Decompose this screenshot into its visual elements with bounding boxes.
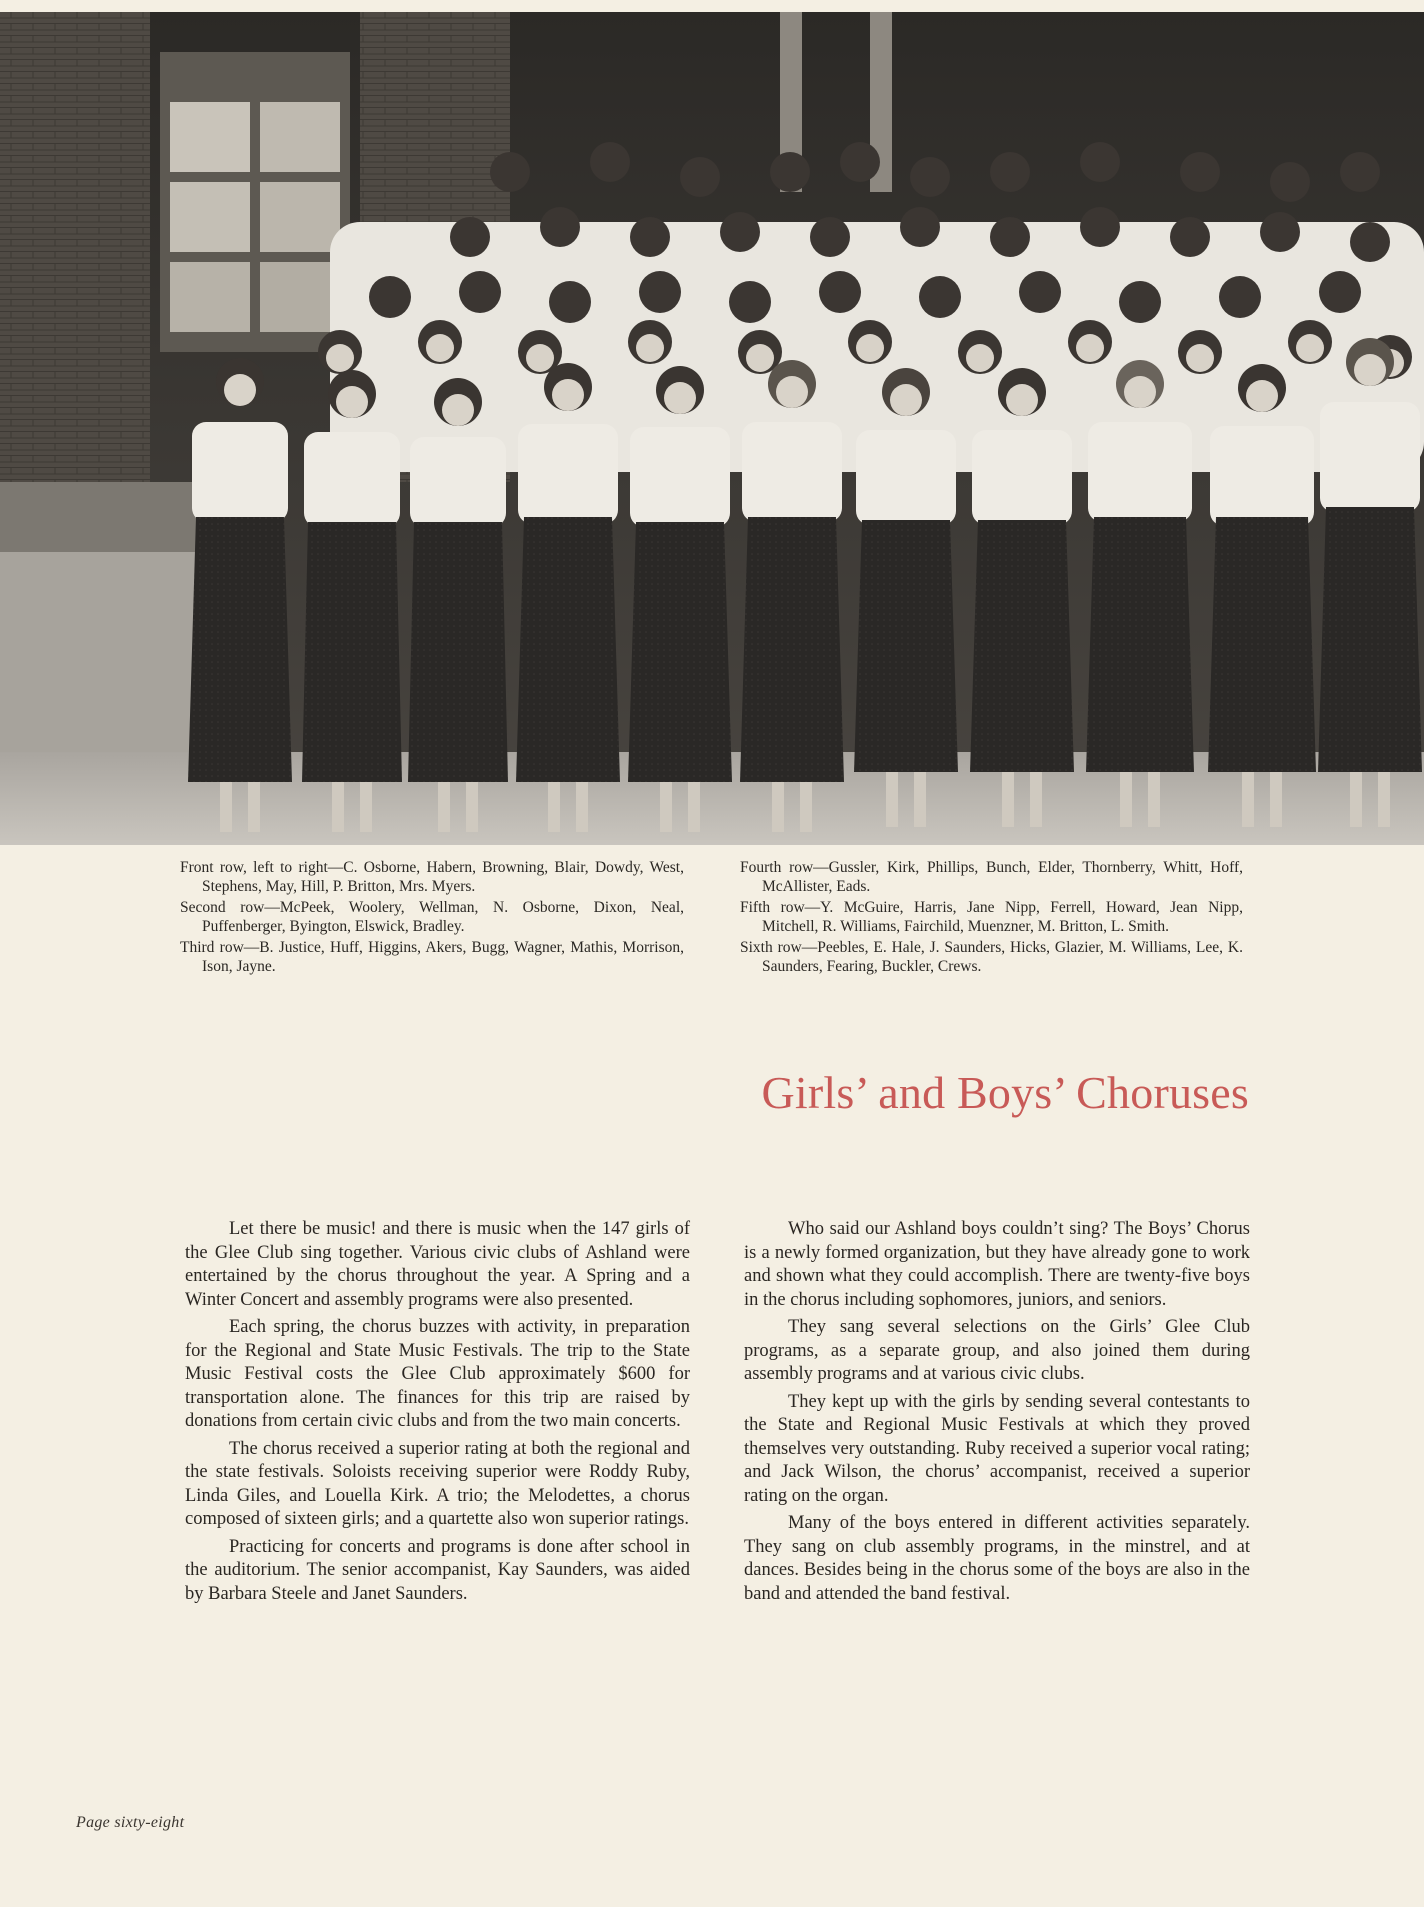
group-photo-image — [0, 12, 1424, 845]
caption-column-right — [740, 858, 1243, 978]
photo-captions — [0, 858, 1424, 1003]
paragraph: They sang several selections on the Girls’ Glee Club programs, as a separate group, and also joined them during assembly programs and at various civic clubs. — [744, 1317, 1250, 1384]
paragraph: The chorus received a superior rating at both the regional and the state festivals. Soloists receiving superior were Roddy Ruby, Linda Giles, and Louella Kirk. A trio; the Melodettes, a chorus composed of sixteen girls; and a quartette also won superior ratings. — [185, 1438, 690, 1529]
caption-sixth-row: Sixth row—Peebles, E. Hale, J. Saunders, Hicks, Glazier, M. Williams, Lee, K. Saunders, Fearing, Buckler, Crews. — [740, 939, 1243, 975]
article-column-girls — [185, 1218, 690, 1610]
page-number: Page sixty-eight — [76, 1814, 185, 1831]
paragraph: Practicing for concerts and programs is done after school in the auditorium. The senior accompanist, Kay Saunders, was aided by Barbara Steele and Janet Saunders. — [185, 1536, 690, 1604]
article-column-boys — [744, 1218, 1250, 1610]
caption-front-row: Front row, left to right—C. Osborne, Habern, Browning, Blair, Dowdy, West, Stephens, May, Hill, P. Britton, Mrs. Myers. — [180, 859, 684, 895]
caption-fourth-row: Fourth row—Gussler, Kirk, Phillips, Bunch, Elder, Thornberry, Whitt, Hoff, McAllister, Eads. — [740, 859, 1243, 895]
paragraph: Many of the boys entered in different activities separately. They sang on club assembly programs, in the minstrel, and at dances. Besides being in the chorus some of the boys are also in the band and attended the band festival. — [744, 1513, 1250, 1604]
paragraph: Each spring, the chorus buzzes with activity, in preparation for the Regional and State Music Festivals. The trip to the State Music Festival costs the Glee Club approximately $600 for transportation alone. The finances for this trip are raised by donations from certain civic clubs and from the two main concerts. — [185, 1317, 690, 1431]
caption-column-left — [180, 858, 684, 978]
paragraph: Who said our Ashland boys couldn’t sing? The Boys’ Chorus is a newly formed organization, but they have already gone to work and shown what they could accomplish. There are twenty-five boys in the chorus including sophomores, juniors, and seniors. — [744, 1219, 1250, 1310]
paragraph: They kept up with the girls by sending several contestants to the State and Regional Music Festivals at which they proved themselves very outstanding. Ruby received a superior vocal rating; and Jack Wilson, the chorus’ accompanist, received a superior rating on the organ. — [744, 1391, 1250, 1506]
page-title: Girls’ and Boys’ Choruses — [761, 1067, 1249, 1118]
caption-second-row: Second row—McPeek, Woolery, Wellman, N. Osborne, Dixon, Neal, Puffenberger, Byington, Elswick, Bradley. — [180, 899, 684, 935]
paragraph: Let there be music! and there is music when the 147 girls of the Glee Club sing together. Various civic clubs of Ashland were entertained by the chorus throughout the year. A Spring and a Winter Concert and assembly programs were also presented. — [185, 1219, 690, 1310]
group-photo — [0, 12, 1424, 845]
caption-third-row: Third row—B. Justice, Huff, Higgins, Akers, Bugg, Wagner, Mathis, Morrison, Ison, Jayne. — [180, 939, 684, 975]
caption-fifth-row: Fifth row—Y. McGuire, Harris, Jane Nipp, Ferrell, Howard, Jean Nipp, Mitchell, R. Williams, Fairchild, Muenzner, M. Britton, L. Smith. — [740, 899, 1243, 935]
